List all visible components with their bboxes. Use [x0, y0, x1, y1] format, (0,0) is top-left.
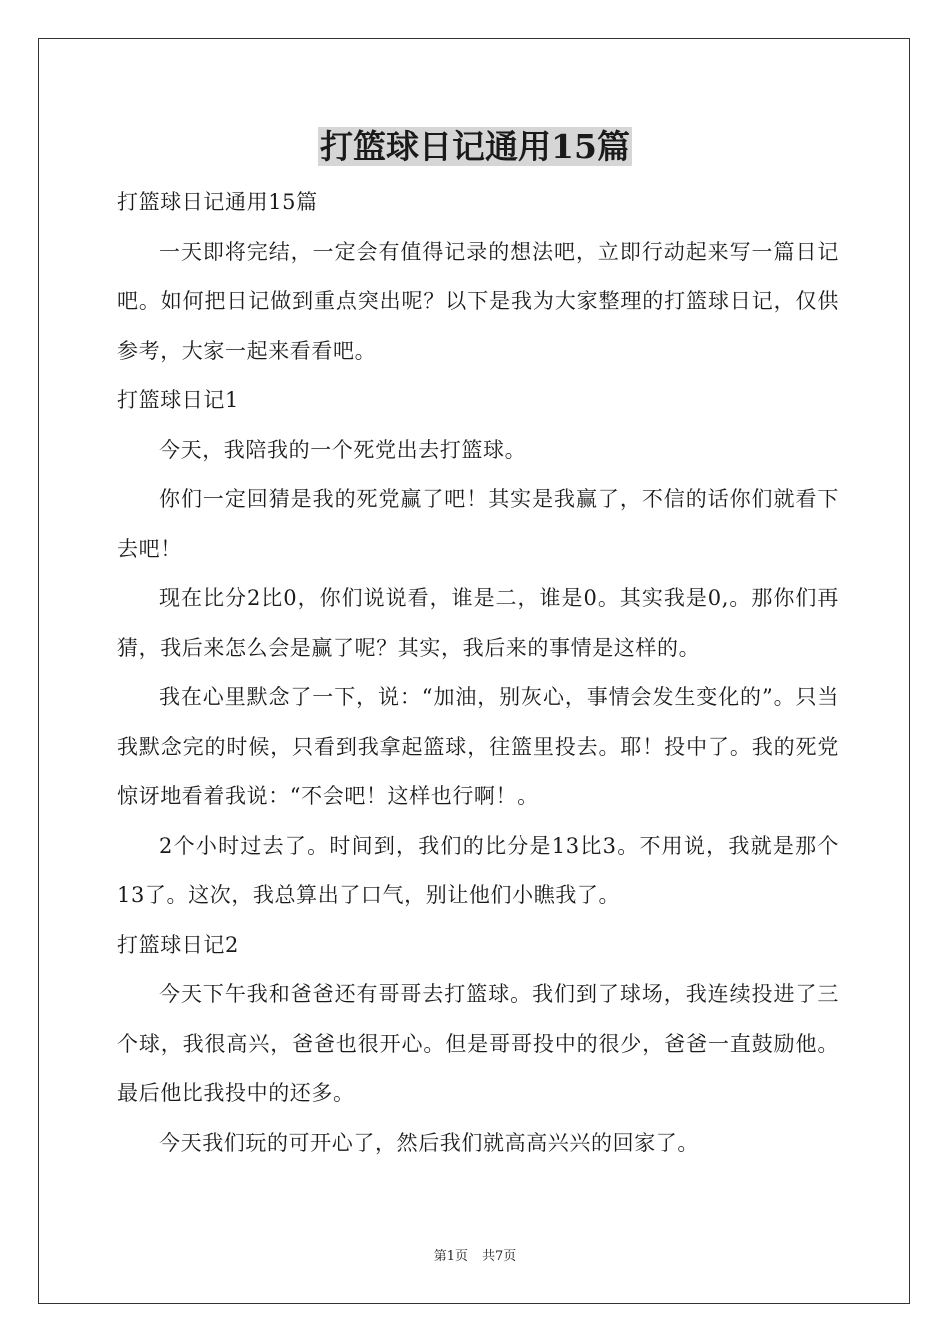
paragraph: 今天，我陪我的一个死党出去打篮球。 [159, 437, 527, 462]
paragraph: 今天我们玩的可开心了，然后我们就高高兴兴的回家了。 [159, 1130, 699, 1155]
document-title [0, 124, 950, 170]
document-body [117, 178, 839, 1168]
page-number-current: 第1页 [433, 1249, 468, 1264]
section-heading: 打篮球日记1 [117, 388, 239, 412]
paragraph: 你们一定回猜是我的死党赢了吧！其实是我赢了，不信的话你们就看下去吧！ [117, 487, 839, 561]
page-footer [0, 1248, 950, 1266]
document-title-text: 打篮球日记通用15篇 [320, 127, 630, 166]
paragraph: 现在比分2比0，你们说说看，谁是二，谁是0。其实我是0,。那你们再猜，我后来怎么会是赢了呢？其实，我后来的事情是这样的。 [117, 586, 839, 660]
intro-paragraph: 一天即将完结，一定会有值得记录的想法吧，立即行动起来写一篇日记吧。如何把日记做到重点突出呢？以下是我为大家整理的打篮球日记，仅供参考，大家一起来看看吧。 [117, 239, 839, 363]
paragraph: 我在心里默念了一下，说：“加油，别灰心，事情会发生变化的”。只当我默念完的时候，只看到我拿起篮球，往篮里投去。耶！投中了。我的死党惊讶地看着我说：“不会吧！这样也行啊！。 [117, 685, 839, 808]
paragraph: 2个小时过去了。时间到，我们的比分是13比3。不用说，我就是那个13了。这次，我总算出了口气，别让他们小瞧我了。 [117, 833, 839, 907]
paragraph: 今天下午我和爸爸还有哥哥去打篮球。我们到了球场，我连续投进了三个球，我很高兴，爸爸也很开心。但是哥哥投中的很少，爸爸一直鼓励他。最后他比我投中的还多。 [117, 982, 839, 1105]
section-heading: 打篮球日记2 [117, 932, 239, 957]
page-number-total: 共7页 [482, 1249, 517, 1264]
document-subtitle: 打篮球日记通用15篇 [117, 190, 318, 214]
